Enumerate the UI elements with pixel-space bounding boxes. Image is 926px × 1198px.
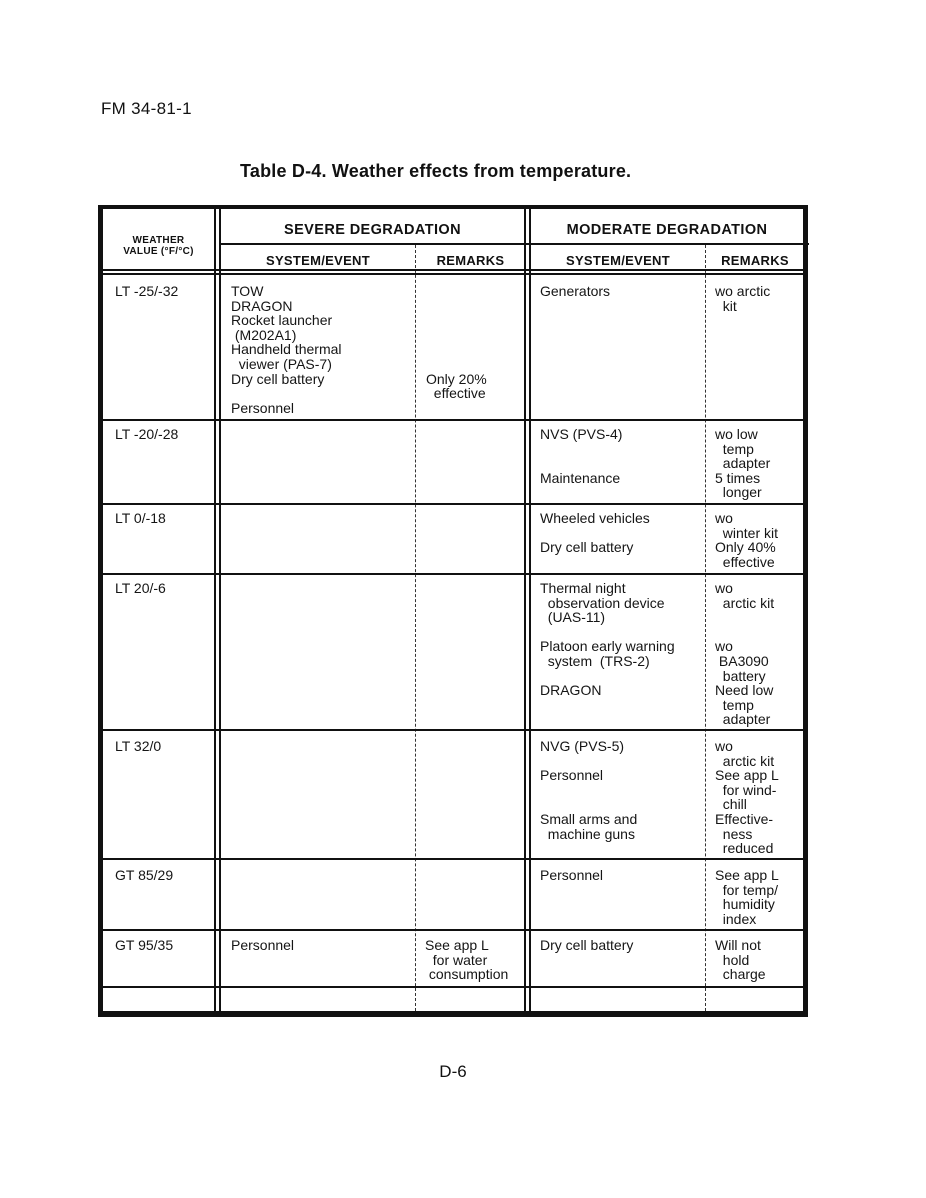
moderate-remarks-cell: wo arctic kit wo BA3090 battery Need low temp adapter [715, 580, 775, 728]
row-divider [103, 986, 803, 988]
page-number: D-6 [439, 1062, 467, 1081]
weather-value-header: WEATHER VALUE (°F/°C) [123, 235, 194, 257]
column-divider [529, 209, 531, 1011]
moderate-system-cell: Thermal night observation device (UAS-11) Platoon early warning system (TRS-2) DRAGON [540, 580, 675, 699]
moderate-system-cell: NVG (PVS-5) Personnel Small arms and machine guns [540, 738, 638, 842]
row-divider [103, 573, 803, 575]
severe-remarks-cell: Only 20% effective [426, 370, 487, 402]
row-divider [103, 729, 803, 731]
weather-value-cell: LT -25/-32 [115, 283, 179, 299]
weather-value-cell: LT 0/-18 [115, 510, 166, 526]
header-rule [103, 273, 803, 275]
header-divider [219, 243, 809, 245]
subcolumn-divider [705, 245, 706, 1011]
severe-remarks-cell: See app L for water consumption [425, 937, 509, 983]
moderate-system-event-header: SYSTEM/EVENT [565, 253, 670, 268]
header-rule [103, 269, 803, 271]
moderate-remarks-cell: wo low temp adapter 5 times longer [715, 426, 771, 501]
severe-system-event-header: SYSTEM/EVENT [265, 253, 370, 268]
moderate-remarks-header: REMARKS [721, 253, 789, 268]
row-divider [103, 419, 803, 421]
moderate-remarks-cell: See app L for temp/ humidity index [715, 867, 779, 927]
moderate-remarks-cell: wo arctic kit [715, 283, 771, 314]
weather-value-cell: LT -20/-28 [115, 426, 179, 442]
column-divider [214, 209, 216, 1011]
moderate-remarks-cell: wo arctic kit See app L for wind- chill Effective- ness reduced [715, 738, 779, 857]
weather-value-cell: LT 20/-6 [115, 580, 166, 596]
moderate-system-cell: Personnel [540, 867, 604, 883]
moderate-degradation-header: MODERATE DEGRADATION [566, 222, 768, 238]
column-divider [524, 209, 526, 1011]
moderate-remarks-cell: wo winter kit Only 40% effective [715, 510, 779, 570]
severe-system-cell: TOW DRAGON Rocket launcher (M202A1) Handheld thermal viewer (PAS-7) Dry cell battery Personnel [231, 283, 342, 416]
weather-effects-table [98, 205, 808, 1017]
moderate-system-cell: Wheeled vehicles Dry cell battery [540, 510, 650, 556]
table-title: Table D-4. Weather effects from temperature. [240, 161, 632, 181]
moderate-system-cell: Dry cell battery [540, 937, 634, 953]
document-id: FM 34-81-1 [101, 99, 192, 118]
subcolumn-divider [415, 245, 416, 1011]
row-divider [103, 858, 803, 860]
moderate-remarks-cell: Will not hold charge [715, 937, 766, 983]
row-divider [103, 503, 803, 505]
severe-remarks-header: REMARKS [436, 253, 505, 268]
severe-system-cell: Personnel [231, 937, 295, 953]
weather-value-cell: LT 32/0 [115, 738, 162, 754]
severe-degradation-header: SEVERE DEGRADATION [284, 222, 461, 238]
weather-value-cell: GT 95/35 [115, 937, 174, 953]
moderate-system-cell: Generators [540, 283, 611, 299]
column-divider [219, 209, 221, 1011]
row-divider [103, 929, 803, 931]
moderate-system-cell: NVS (PVS-4) Maintenance [540, 426, 623, 486]
weather-value-cell: GT 85/29 [115, 867, 174, 883]
